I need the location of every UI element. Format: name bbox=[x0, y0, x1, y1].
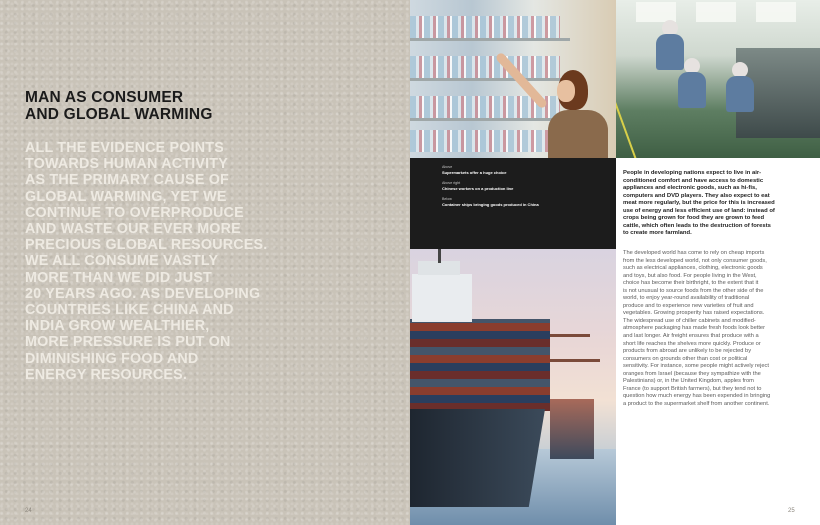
body-line: choice has become their birthright, to the extent that it bbox=[623, 280, 759, 287]
lead-line: CONTINUE TO OVERPRODUCE bbox=[25, 204, 244, 221]
intro-line: conditioned comfort and have access to domestic bbox=[623, 177, 764, 184]
body-line: consumers on grounds other than cost or political bbox=[623, 355, 748, 362]
heading-line: MAN AS CONSUMER bbox=[25, 89, 184, 106]
intro-line: appliances and electronic goods, such as hi-fis, bbox=[623, 185, 757, 192]
factory-production-line-photo bbox=[616, 0, 820, 158]
supermarket-shelves-photo bbox=[410, 0, 616, 158]
body-line: oranges from Israel (because they sympathize with the bbox=[623, 370, 761, 377]
caption-label: Above right bbox=[442, 181, 461, 185]
intro-line: cattle, which often leads to the destruction of forests bbox=[623, 222, 771, 229]
body-line: vegetables. Growing prosperity has raised expectations. bbox=[623, 310, 765, 317]
lead-line: WE ALL CONSUME VASTLY bbox=[25, 253, 219, 270]
intro-line: use of energy and less efficient use of land: instead of bbox=[623, 207, 775, 214]
intro-line: crops being grown for food they are grown to feed bbox=[623, 215, 765, 222]
body-line: atmosphere packaging has made fresh foods look better bbox=[623, 325, 765, 332]
lead-line: DIMINISHING FOOD AND bbox=[25, 350, 199, 367]
lead-line: AND WASTE OUR EVER MORE bbox=[25, 221, 241, 238]
lead-line: ENERGY RESOURCES. bbox=[25, 366, 188, 383]
body-line: products from abroad are unlikely to be rejected by bbox=[623, 348, 752, 355]
lead-line: MORE THAN WE DID JUST bbox=[25, 269, 212, 286]
body-line: and toys, but also food. For people living in the West, bbox=[623, 272, 757, 279]
lead-line: MORE PRESSURE IS PUT ON bbox=[25, 334, 231, 351]
page-number-left: 24 bbox=[25, 508, 32, 514]
page-number-right: 25 bbox=[788, 508, 795, 514]
intro-line: People in developing nations expect to live in air- bbox=[623, 170, 762, 176]
intro-line: to create more farmland. bbox=[623, 230, 692, 237]
intro-paragraph bbox=[623, 170, 813, 238]
body-line: from the less developed world, not only consumer goods, bbox=[623, 257, 767, 264]
body-line: short life reaches the shelves more quickly. Produce or bbox=[623, 340, 761, 347]
body-line: world, to enjoy year-round availability of traditional bbox=[623, 295, 750, 302]
body-line: The developed world has come to rely on cheap imports bbox=[623, 250, 765, 256]
caption-box bbox=[410, 158, 616, 249]
caption-text: Container ships bringing goods produced in China bbox=[442, 202, 539, 207]
body-line: such as electrical appliances, clothing, electronic goods bbox=[623, 265, 763, 272]
body-paragraph bbox=[623, 250, 813, 408]
body-line: Palestinians) or, in the United Kingdom, apples from bbox=[623, 378, 754, 385]
heading-line: AND GLOBAL WARMING bbox=[25, 106, 213, 123]
body-line: produce and to experience new varieties of fruit and bbox=[623, 302, 754, 309]
body-line: is not unusual to source foods from the other side of the bbox=[623, 287, 764, 294]
body-line: and last longer. Air freight ensures that produce with a bbox=[623, 333, 759, 340]
caption-label: Above bbox=[442, 165, 453, 169]
lead-line: PRECIOUS GLOBAL RESOURCES. bbox=[25, 237, 268, 254]
lead-line: TOWARDS HUMAN ACTIVITY bbox=[25, 156, 228, 173]
caption-text: Supermarkets offer a huge choice bbox=[442, 170, 507, 175]
intro-line: meat more regularly, but the price for this is increased bbox=[623, 200, 775, 207]
body-line: France (to support British farmers), but they tend not to bbox=[623, 385, 762, 392]
lead-line: GLOBAL WARMING, YET WE bbox=[25, 188, 227, 205]
body-line: question how much energy has been expended in bringing bbox=[623, 393, 771, 400]
lead-line: COUNTRIES LIKE CHINA AND bbox=[25, 302, 234, 319]
lead-line: 20 YEARS AGO. AS DEVELOPING bbox=[25, 285, 261, 302]
body-line: The widespread use of chiller cabinets and modified- bbox=[623, 317, 756, 324]
lead-line: ALL THE EVIDENCE POINTS bbox=[25, 140, 224, 156]
lead-line: AS THE PRIMARY CAUSE OF bbox=[25, 172, 229, 189]
container-ship-photo bbox=[410, 249, 616, 525]
lead-paragraph bbox=[25, 140, 385, 383]
intro-line: computers and DVD players. They also expect to eat bbox=[623, 192, 770, 199]
caption-label: Below bbox=[442, 197, 452, 201]
right-page bbox=[410, 0, 820, 525]
body-line: sensitivity. For instance, some people might actively reject bbox=[623, 363, 769, 370]
caption-text: Chinese workers on a production line bbox=[442, 186, 514, 191]
lead-line: INDIA GROW WEALTHIER, bbox=[25, 318, 210, 335]
body-line: a product to the supermarket shelf from another continent. bbox=[623, 400, 770, 407]
page-heading bbox=[25, 89, 213, 123]
